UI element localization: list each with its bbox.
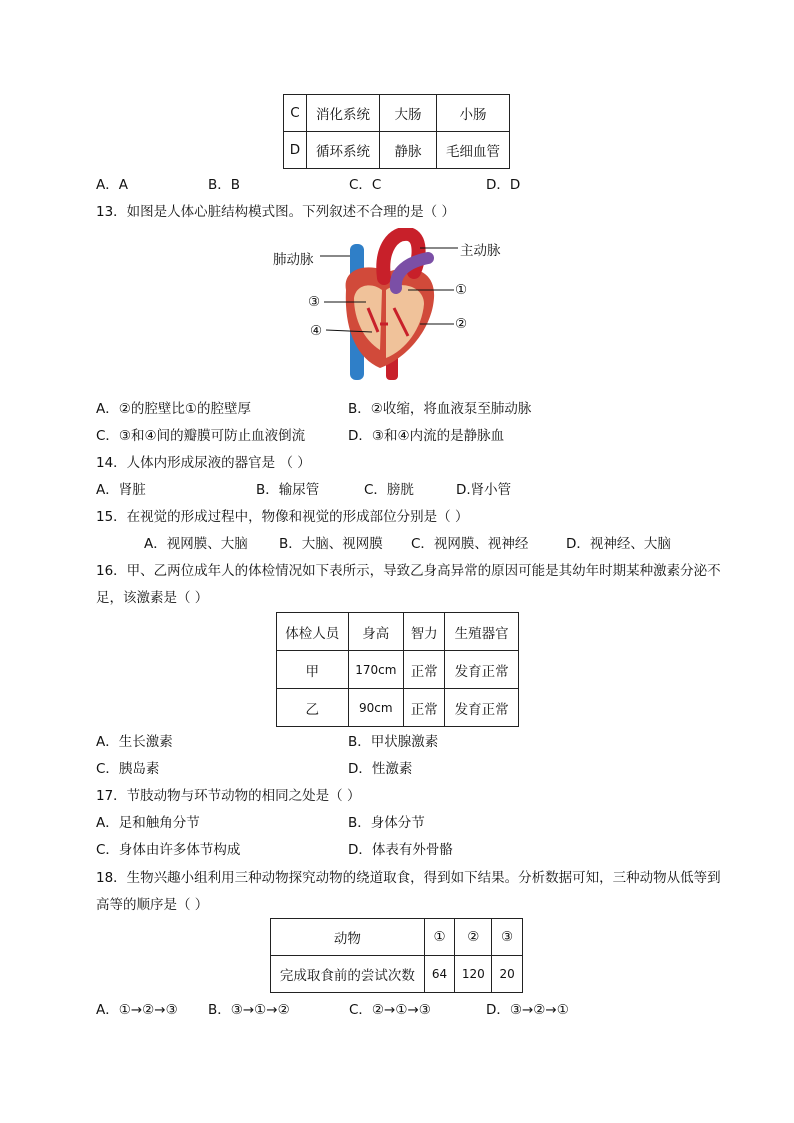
q16-option-c[interactable]: C．胰岛素 <box>96 761 160 777</box>
q16-cell: 发育正常 <box>445 689 519 727</box>
q16-header-cell: 智力 <box>404 613 445 651</box>
q17-stem: 17．节肢动物与环节动物的相同之处是（ ） <box>96 788 361 804</box>
q18-table <box>270 918 523 993</box>
q18-option-a[interactable]: A．①→②→③ <box>96 1002 178 1018</box>
q12-cell: 静脉 <box>380 132 437 169</box>
q13-option-d[interactable]: D．③和④内流的是静脉血 <box>348 428 505 444</box>
q12-cell: 大肠 <box>380 95 437 132</box>
q12-table <box>283 94 510 169</box>
q15-option-a[interactable]: A．视网膜、大脑 <box>144 536 248 552</box>
q16-cell: 正常 <box>404 689 445 727</box>
q18-cell: 20 <box>492 956 523 993</box>
q14-stem: 14．人体内形成尿液的器官是 （ ） <box>96 455 311 471</box>
q12-cell: 毛细血管 <box>437 132 510 169</box>
q17-option-b[interactable]: B．身体分节 <box>348 815 425 831</box>
q12-option-b[interactable]: B．B <box>208 177 241 193</box>
q16-cell: 甲 <box>277 651 349 689</box>
q13-option-c[interactable]: C．③和④间的瓣膜可防止血液倒流 <box>96 428 306 444</box>
q18-option-b[interactable]: B．③→①→② <box>208 1002 290 1018</box>
q12-cell: D <box>284 132 307 169</box>
q18-cell: 64 <box>424 956 455 993</box>
q16-cell: 90cm <box>348 689 403 727</box>
q16-option-b[interactable]: B．甲状腺激素 <box>348 734 439 750</box>
q18-header-cell: ③ <box>492 919 523 956</box>
q13-stem: 13．如图是人体心脏结构模式图。下列叙述不合理的是（ ） <box>96 204 455 220</box>
q18-header-cell: ② <box>455 919 492 956</box>
q17-option-d[interactable]: D．体表有外骨骼 <box>348 842 453 858</box>
label-chamber-2: ② <box>455 316 468 332</box>
q15-stem: 15．在视觉的形成过程中，物像和视觉的形成部位分别是（ ） <box>96 509 469 525</box>
q14-option-d[interactable]: D.肾小管 <box>456 482 512 498</box>
q17-option-a[interactable]: A．足和触角分节 <box>96 815 200 831</box>
label-aorta: 主动脉 <box>460 243 501 259</box>
q18-header-cell: 动物 <box>271 919 425 956</box>
q12-option-c[interactable]: C．C <box>349 177 382 193</box>
q12-option-d[interactable]: D．D <box>486 177 521 193</box>
q18-option-d[interactable]: D．③→②→① <box>486 1002 569 1018</box>
q16-table <box>276 612 519 727</box>
q14-option-c[interactable]: C．膀胱 <box>364 482 414 498</box>
q16-stem-line2: 足，该激素是（ ） <box>96 590 209 606</box>
q16-option-d[interactable]: D．性激素 <box>348 761 413 777</box>
q17-option-c[interactable]: C．身体由许多体节构成 <box>96 842 241 858</box>
q12-option-a[interactable]: A．A <box>96 177 128 193</box>
q13-option-b[interactable]: B．②收缩，将血液泵至肺动脉 <box>348 401 532 417</box>
q13-option-a[interactable]: A．②的腔壁比①的腔壁厚 <box>96 401 251 417</box>
q12-cell: 小肠 <box>437 95 510 132</box>
q18-stem-line1: 18．生物兴趣小组利用三种动物探究动物的绕道取食，得到如下结果。分析数据可知，三种动物从低等到 <box>96 870 721 886</box>
q16-cell: 正常 <box>404 651 445 689</box>
label-pulmonary-artery: 肺动脉 <box>273 252 314 268</box>
label-chamber-4: ④ <box>310 323 323 339</box>
q14-option-a[interactable]: A．肾脏 <box>96 482 146 498</box>
label-chamber-1: ① <box>455 282 468 298</box>
q12-cell: 循环系统 <box>307 132 380 169</box>
q12-cell: C <box>284 95 307 132</box>
q14-option-b[interactable]: B．输尿管 <box>256 482 320 498</box>
q16-option-a[interactable]: A．生长激素 <box>96 734 173 750</box>
q16-cell: 发育正常 <box>445 651 519 689</box>
q18-stem-line2: 高等的顺序是（ ） <box>96 897 209 913</box>
label-chamber-3: ③ <box>308 294 321 310</box>
q15-option-b[interactable]: B．大脑、视网膜 <box>279 536 383 552</box>
q16-cell: 170cm <box>348 651 403 689</box>
q18-option-c[interactable]: C．②→①→③ <box>349 1002 431 1018</box>
q16-header-cell: 生殖器官 <box>445 613 519 651</box>
q15-option-c[interactable]: C．视网膜、视神经 <box>411 536 529 552</box>
q16-stem-line1: 16．甲、乙两位成年人的体检情况如下表所示，导致乙身高异常的原因可能是其幼年时期某种激素分泌不 <box>96 563 721 579</box>
heart-diagram <box>268 228 508 380</box>
q16-header-cell: 身高 <box>348 613 403 651</box>
q16-header-cell: 体检人员 <box>277 613 349 651</box>
q18-header-cell: ① <box>424 919 455 956</box>
q15-option-d[interactable]: D．视神经、大脑 <box>566 536 671 552</box>
q16-cell: 乙 <box>277 689 349 727</box>
q18-cell: 完成取食前的尝试次数 <box>271 956 425 993</box>
q18-cell: 120 <box>455 956 492 993</box>
q12-cell: 消化系统 <box>307 95 380 132</box>
